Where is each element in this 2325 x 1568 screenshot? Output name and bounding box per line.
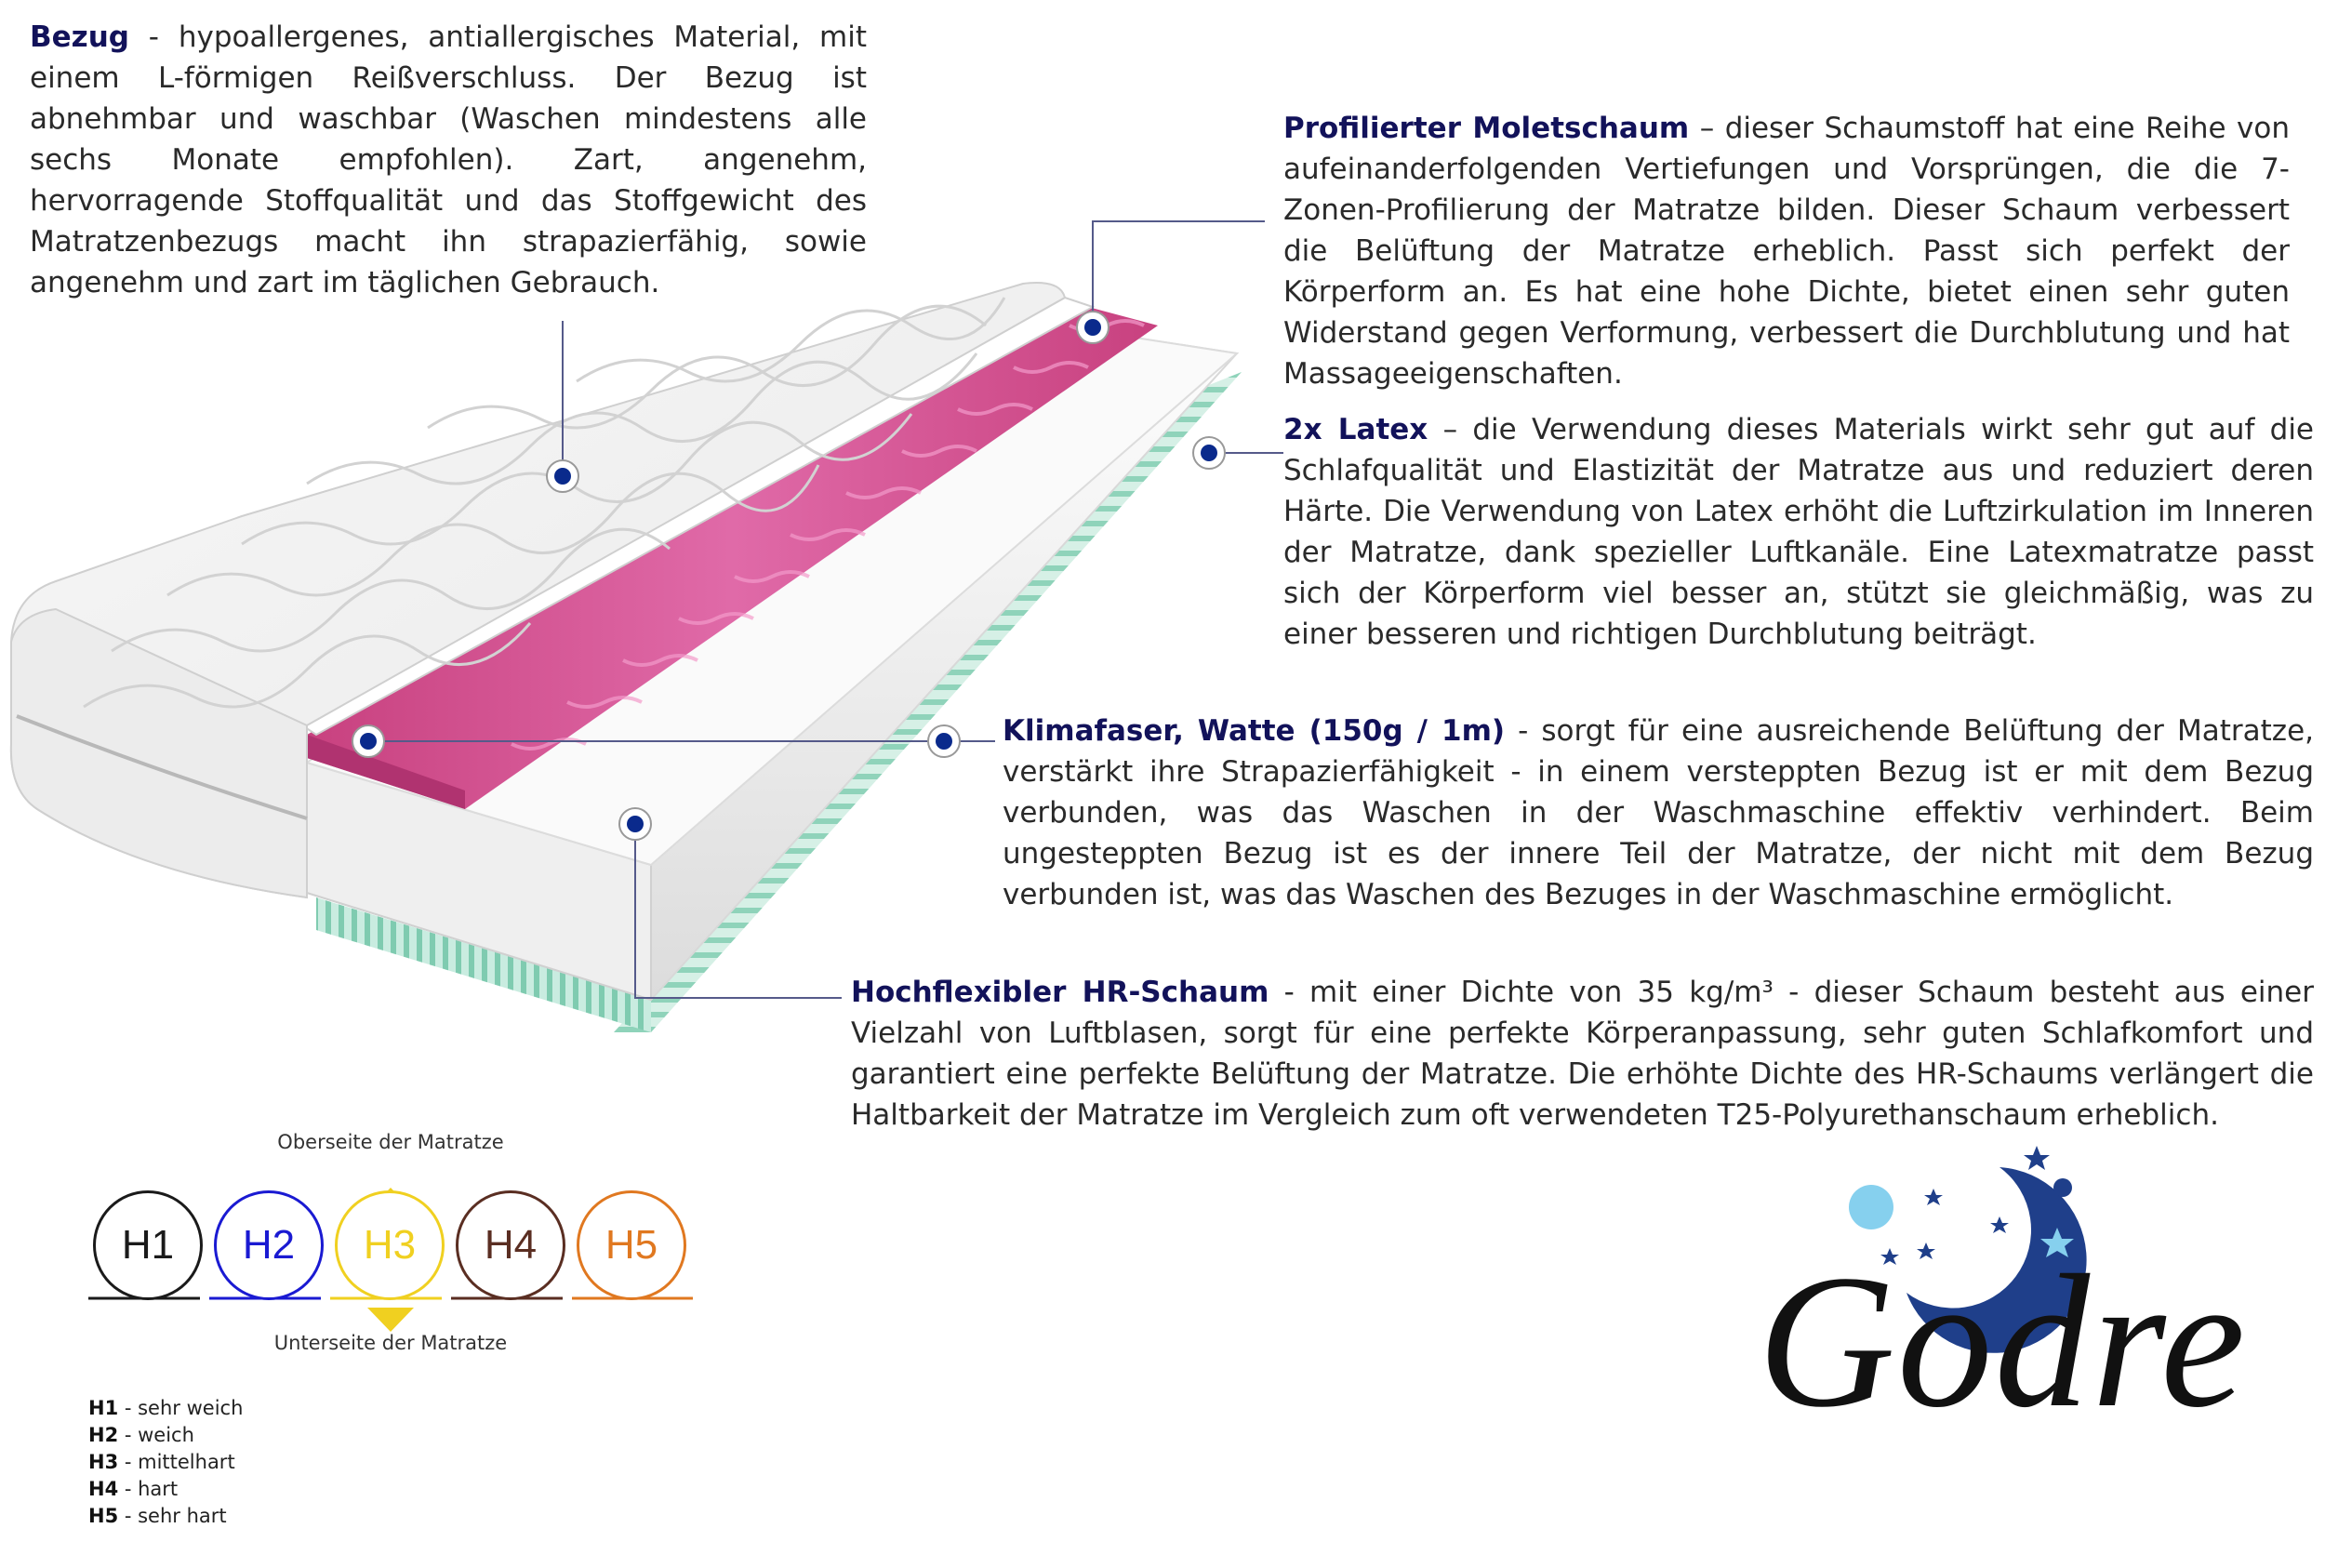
callout-marker-hrschaum: [619, 808, 651, 840]
moletschaum-text: – dieser Schaumstoff hat eine Reihe von aufeinanderfolgenden Vertiefungen und Vorsprüngen, die die 7-Zonen-Profilierung der Matratze bilden. Dieser Schaum verbessert die Belüftung der Matratze erheblich. Passt sich perfekt der Körperform an. Es hat eine hohe Dichte, bietet einen sehr guten Widerstand gegen Verformung, verbessert die Durchblutung und hat Massageeigenschaften.: [1283, 112, 2290, 391]
klimafaser-title: Klimafaser, Watte (150g / 1m): [1003, 714, 1506, 748]
bezug-description: [30, 17, 867, 303]
hardness-h3-label: H3: [363, 1222, 417, 1268]
bottom-arrow-icon: [367, 1308, 414, 1332]
klimafaser-text: - sorgt für eine ausreichende Belüftung der Matratze, verstärkt ihre Strapazierfähigkeit - in einem versteppten Bezug ist er mit dem Bezug verbunden, was das Waschen in der Waschmaschine effektiv verhindert. Beim ungesteppten Bezug ist es der innere Teil der Matratze, der nicht mit dem Bezug verbunden ist, was das Waschen des Bezuges in der Waschmaschine ermöglicht.: [1003, 714, 2314, 911]
hrschaum-title: Hochflexibler HR-Schaum: [851, 976, 1269, 1009]
klimafaser-description: [1003, 711, 2314, 915]
callout-marker-klimafaser-right: [928, 725, 960, 757]
latex-text: – die Verwendung dieses Materials wirkt sehr gut auf die Schlafqualität und Elastizität der Matratze aus und reduziert deren Härte. Die Verwendung von Latex erhöht die Luftzirkulation im Inneren der Matratze, dank spezieller Luftkanäle. Eine Latexmatratze passt sich der Körperform viel besser an, stützt sie gleichmäßig, was zu einer besseren und richtigen Durchblutung beiträgt.: [1283, 413, 2315, 651]
bezug-title: Bezug: [30, 20, 129, 54]
bezug-text: - hypoallergenes, antiallergisches Material, mit einem L-förmigen Reißverschluss. Der Bezug ist abnehmbar und waschbar (Waschen mindestens alle sechs Monate empfohlen). Zart, angenehm, hervorragende Stoffqualität und das Stoffgewicht des Matratzenbezugs macht ihn strapazierfähig, sowie angenehm und zart im täglichen Gebrauch.: [30, 20, 867, 299]
hardness-legend: [88, 1395, 243, 1530]
bottom-side-label: Unterseite der Matratze: [273, 1332, 508, 1354]
legend-item: H1 - sehr weich: [88, 1397, 244, 1419]
latex-title: 2x Latex: [1283, 413, 1428, 446]
hardness-h5-label: H5: [604, 1222, 658, 1268]
logo-dot-icon: [2053, 1178, 2072, 1197]
callout-marker-latex: [1193, 437, 1225, 469]
hardness-h1-label: H1: [121, 1222, 175, 1268]
hardness-h2-circle: [214, 1190, 324, 1300]
moletschaum-description: [1283, 108, 2290, 394]
logo-planet-icon: [1849, 1185, 1893, 1229]
callout-marker-klimafaser-left: [352, 725, 384, 757]
legend-item: H3 - mittelhart: [88, 1451, 235, 1473]
hardness-h3-circle: [335, 1190, 445, 1300]
hardness-h1-circle: [93, 1190, 203, 1300]
hrschaum-text: - mit einer Dichte von 35 kg/m³ - dieser Schaum besteht aus einer Vielzahl von Luftblasen, sorgt für eine perfekte Körperanpassung, sehr guten Schlafkomfort und garantiert eine perfekte Belüftung der Matratze. Die erhöhte Dichte des HR-Schaums verlängert die Haltbarkeit der Matratze im Vergleich zum oft verwendeten T25-Polyurethanschaum erheblich.: [851, 976, 2314, 1132]
legend-item: H2 - weich: [88, 1424, 194, 1446]
latex-description: [1283, 409, 2314, 655]
callout-marker-moletschaum: [1077, 312, 1109, 343]
top-side-label: Oberseite der Matratze: [277, 1131, 504, 1153]
hrschaum-description: [851, 972, 2314, 1136]
moletschaum-title: Profilierter Moletschaum: [1283, 112, 1690, 145]
hardness-h4-label: H4: [484, 1222, 538, 1268]
brand-logo-text: Godre: [1758, 1236, 2248, 1447]
callout-marker-bezug: [547, 460, 578, 492]
hardness-h2-label: H2: [242, 1222, 296, 1268]
hardness-h5-circle: [577, 1190, 686, 1300]
legend-item: H4 - hart: [88, 1478, 179, 1500]
legend-item: H5 - sehr hart: [88, 1505, 227, 1527]
hardness-h4-circle: [456, 1190, 565, 1300]
